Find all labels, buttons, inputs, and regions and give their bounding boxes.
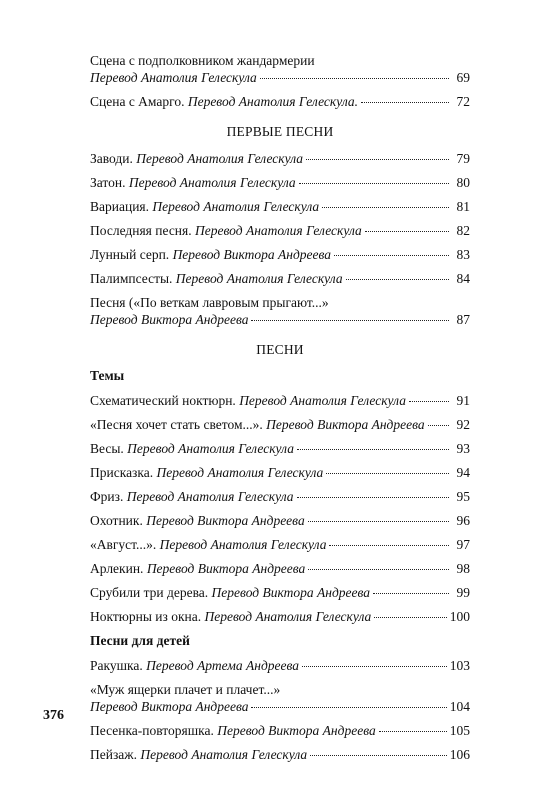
toc-entry-translator: Перевод Виктора Андреева <box>266 417 425 432</box>
toc-entry-text <box>90 150 303 167</box>
toc-entry-title-line: Песня («По веткам лавровым прыгают...» <box>90 295 329 310</box>
toc-entry-text <box>90 440 294 457</box>
toc-entry <box>90 93 470 110</box>
toc-entry <box>90 52 470 86</box>
toc-entry-title: Последняя песня. <box>90 223 192 238</box>
toc-entry <box>90 657 470 674</box>
toc-entry-row <box>90 69 470 86</box>
toc-entry <box>90 560 470 577</box>
toc-entry-title: Ноктюрны из окна. <box>90 609 202 624</box>
toc-entry-title: Схематический ноктюрн. <box>90 393 236 408</box>
toc-entry-translator: Перевод Анатолия Гелескула <box>140 747 308 762</box>
toc-entry-row <box>90 536 470 553</box>
toc-entry-page: 104 <box>449 699 470 714</box>
toc-entry-row <box>90 584 470 601</box>
toc-entry-text <box>90 584 370 601</box>
dot-leader <box>379 731 447 732</box>
toc-entry-text <box>90 246 331 263</box>
toc-entry-text <box>90 464 323 481</box>
toc-entry-row <box>90 608 470 625</box>
toc-entry-translator: Перевод Анатолия Гелескула <box>126 489 294 504</box>
toc-entry-text <box>90 270 343 287</box>
toc-entry-row <box>90 512 470 529</box>
dot-leader <box>409 401 449 402</box>
toc-entry-row <box>90 698 470 715</box>
toc-entry-title: Присказка. <box>90 465 154 480</box>
toc-entry-row <box>90 440 470 457</box>
toc-entry-row <box>90 746 470 763</box>
toc-entry-text <box>90 657 299 674</box>
toc-entry-title: Арлекин. <box>90 561 144 576</box>
page-number: 376 <box>43 708 64 723</box>
toc-entry-text <box>90 392 406 409</box>
toc-entry-title: Срубили три дерева. <box>90 585 209 600</box>
toc-entry-title: Пейзаж. <box>90 747 137 762</box>
toc-entry <box>90 440 470 457</box>
toc-entry-title: Весы. <box>90 441 124 456</box>
toc-entry-title-line: «Муж ящерки плачет и плачет...» <box>90 682 281 697</box>
dot-leader <box>302 666 447 667</box>
table-of-contents <box>90 52 470 770</box>
toc-top-entries <box>90 52 470 110</box>
toc-entry-page: 98 <box>456 561 470 576</box>
toc-entry-title: «Песня хочет стать светом...». <box>90 417 263 432</box>
toc-entry-title: Лунный серп. <box>90 247 170 262</box>
toc-entry-title: Охотник. <box>90 513 143 528</box>
toc-entry <box>90 174 470 191</box>
toc-entry-page: 97 <box>456 537 470 552</box>
toc-entry-translator: Перевод Артема Андреева <box>146 658 300 673</box>
dot-leader <box>326 473 449 474</box>
toc-entry-text <box>90 311 248 328</box>
toc-entry-page: 83 <box>456 247 470 262</box>
toc-entry-title: «Август...». <box>90 537 157 552</box>
toc-entry-translator: Перевод Анатолия Гелескула <box>204 609 372 624</box>
toc-entry-text <box>90 722 376 739</box>
toc-entry <box>90 294 470 328</box>
toc-entry-row <box>90 198 470 215</box>
toc-sections <box>90 124 470 763</box>
dot-leader <box>329 545 449 546</box>
dot-leader <box>299 183 449 184</box>
dot-leader <box>428 425 449 426</box>
dot-leader <box>322 207 449 208</box>
toc-entry <box>90 512 470 529</box>
toc-entry <box>90 150 470 167</box>
toc-entry-text <box>90 93 358 110</box>
toc-entry-translator: Перевод Анатолия Гелескула <box>127 441 294 456</box>
toc-entry-row <box>90 222 470 239</box>
toc-entry <box>90 270 470 287</box>
toc-entry-page: 81 <box>456 199 470 214</box>
dot-leader <box>373 593 449 594</box>
toc-entry-row <box>90 392 470 409</box>
dot-leader <box>361 102 449 103</box>
toc-entry-row <box>90 464 470 481</box>
toc-entry-title: Сцена с Амарго. <box>90 94 185 109</box>
toc-entry-page: 69 <box>456 70 470 85</box>
toc-entry <box>90 464 470 481</box>
section-heading: ПЕРВЫЕ ПЕСНИ <box>226 124 334 139</box>
toc-entry-translator: Перевод Виктора Андреева <box>211 585 371 600</box>
toc-entry <box>90 416 470 433</box>
toc-entry-title: Песенка-повторяшка. <box>90 723 214 738</box>
dot-leader <box>297 449 449 450</box>
toc-entry-text <box>90 746 307 763</box>
toc-entry-text <box>90 488 294 505</box>
toc-entry-translator: Перевод Виктора Андреева <box>146 513 305 528</box>
toc-entry-title: Вариация. <box>90 199 149 214</box>
toc-entry-page: 72 <box>456 94 470 109</box>
toc-entry-translator: Перевод Анатолия Гелескула <box>156 465 324 480</box>
toc-entry <box>90 246 470 263</box>
toc-entry-translator: Перевод Виктора Андреева <box>90 312 249 327</box>
toc-entry-row <box>90 174 470 191</box>
toc-entry <box>90 392 470 409</box>
toc-entry <box>90 488 470 505</box>
toc-entry-row <box>90 246 470 263</box>
toc-entry-translator: Перевод Анатолия Гелескула <box>239 393 406 408</box>
toc-entry-page: 105 <box>449 723 470 738</box>
toc-entry-page: 91 <box>456 393 470 408</box>
section-heading: ПЕСНИ <box>256 342 304 357</box>
toc-entry-page: 103 <box>449 658 470 673</box>
toc-entry-page: 82 <box>456 223 470 238</box>
toc-entry-title: Фриз. <box>90 489 124 504</box>
toc-entry-page: 100 <box>449 609 470 624</box>
dot-leader <box>308 569 449 570</box>
toc-entry <box>90 608 470 625</box>
toc-entry-translator: Перевод Анатолия Гелескула <box>159 537 327 552</box>
toc-entry-row <box>90 150 470 167</box>
toc-entry-text <box>90 608 371 625</box>
toc-entry <box>90 198 470 215</box>
toc-entry-translator: Перевод Анатолия Гелескула <box>152 199 320 214</box>
toc-entry-text <box>90 536 326 553</box>
subsection-heading: Песни для детей <box>90 633 190 648</box>
toc-entry <box>90 681 470 715</box>
toc-entry-title-line: Сцена с подполковником жандармерии <box>90 53 315 68</box>
toc-entry-translator: Перевод Виктора Андреева <box>172 247 332 262</box>
dot-leader <box>308 521 449 522</box>
toc-entry-row <box>90 270 470 287</box>
toc-entry-page: 106 <box>449 747 470 762</box>
toc-entry-page: 96 <box>456 513 470 528</box>
toc-entry <box>90 536 470 553</box>
dot-leader <box>365 231 449 232</box>
toc-entry-row <box>90 657 470 674</box>
toc-entry-row <box>90 722 470 739</box>
toc-entry-text <box>90 512 305 529</box>
toc-entry-title: Палимпсесты. <box>90 271 173 286</box>
toc-entry-translator: Перевод Анатолия Гелескула <box>128 175 296 190</box>
toc-entry-translator: Перевод Виктора Андреева <box>90 699 249 714</box>
toc-entry-row <box>90 560 470 577</box>
toc-entry-page: 79 <box>456 151 470 166</box>
toc-entry-page: 95 <box>456 489 470 504</box>
subsection-heading: Темы <box>90 368 125 383</box>
toc-entry-translator: Перевод Анатолия Гелескула <box>90 70 257 85</box>
toc-entry-page: 94 <box>456 465 470 480</box>
toc-entry <box>90 222 470 239</box>
toc-entry-title: Заводи. <box>90 151 133 166</box>
dot-leader <box>297 497 449 498</box>
toc-entry-translator: Перевод Анатолия Гелескула <box>136 151 304 166</box>
toc-entry-text <box>90 222 362 239</box>
toc-entry-row <box>90 488 470 505</box>
dot-leader <box>346 279 449 280</box>
toc-entry <box>90 722 470 739</box>
toc-entry-page: 84 <box>456 271 470 286</box>
toc-entry-page: 87 <box>456 312 470 327</box>
dot-leader <box>306 159 449 160</box>
toc-entry-text <box>90 69 257 86</box>
toc-entry-title: Ракушка. <box>90 658 143 673</box>
dot-leader <box>374 617 446 618</box>
toc-entry-page: 92 <box>456 417 470 432</box>
toc-entry-translator: Перевод Анатолия Гелескула <box>195 223 362 238</box>
toc-entry-text <box>90 198 319 215</box>
dot-leader <box>260 78 449 79</box>
toc-entry-page: 80 <box>456 175 470 190</box>
toc-entry-text <box>90 416 425 433</box>
toc-entry-translator: Перевод Анатолия Гелескула <box>175 271 343 286</box>
toc-entry <box>90 746 470 763</box>
toc-entry-text <box>90 560 305 577</box>
toc-entry-title: Затон. <box>90 175 126 190</box>
dot-leader <box>251 707 446 708</box>
dot-leader <box>310 755 447 756</box>
toc-entry-page: 93 <box>456 441 470 456</box>
toc-entry-row <box>90 93 470 110</box>
toc-entry-translator: Перевод Виктора Андреева <box>146 561 306 576</box>
toc-entry-translator: Перевод Анатолия Гелескула. <box>187 94 358 109</box>
toc-entry-page: 99 <box>456 585 470 600</box>
toc-entry-row <box>90 311 470 328</box>
dot-leader <box>251 320 449 321</box>
toc-entry-translator: Перевод Виктора Андреева <box>217 723 376 738</box>
toc-entry-row <box>90 416 470 433</box>
toc-entry <box>90 584 470 601</box>
toc-entry-text <box>90 698 248 715</box>
toc-entry-text <box>90 174 296 191</box>
dot-leader <box>334 255 449 256</box>
